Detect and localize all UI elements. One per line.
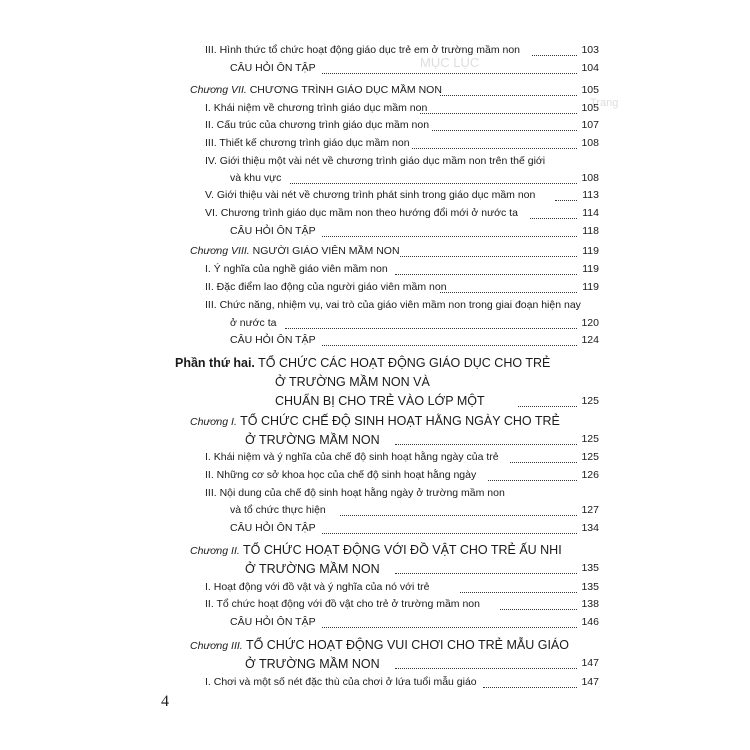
chapter-heading-line: Ở TRƯỜNG MẦM NON (245, 657, 380, 671)
page-ref: 138 (581, 598, 599, 610)
page-number: 4 (161, 693, 169, 710)
toc-entry: I. Ý nghĩa của nghề giáo viên mầm non (205, 263, 388, 275)
page-ref: 104 (581, 62, 599, 74)
toc-entry: III. Nội dung của chế độ sinh hoạt hằng ngày ở trường mầm non (205, 487, 505, 499)
toc-entry: I. Chơi và một số nét đặc thù của chơi ở lứa tuổi mẫu giáo (205, 676, 477, 688)
chapter-label: Chương VII. (190, 84, 247, 96)
leader-dots (440, 95, 577, 96)
leader-dots (432, 130, 577, 131)
page-ref: 125 (581, 451, 599, 463)
page-ref: 127 (581, 504, 599, 516)
chapter-label: Chương VIII. (190, 245, 250, 257)
toc-entry: CÂU HỎI ÔN TẬP (230, 62, 316, 74)
leader-dots (285, 328, 577, 329)
toc-entry: I. Khái niệm về chương trình giáo dục mầm non (205, 102, 428, 114)
part-label: Phần thứ hai. (175, 356, 255, 370)
page-ref: 124 (581, 334, 599, 346)
leader-dots (322, 345, 577, 346)
part-title: TỔ CHỨC CÁC HOẠT ĐỘNG GIÁO DỤC CHO TRẺ (258, 356, 551, 370)
chapter-title: TỔ CHỨC HOẠT ĐỘNG VUI CHƠI CHO TRẺ MẪU GIÁO (245, 638, 569, 652)
toc-entry: và tổ chức thực hiện (230, 504, 326, 516)
toc-entry: CÂU HỎI ÔN TẬP (230, 225, 316, 237)
page-ref: 113 (582, 189, 599, 201)
page-ref: 105 (581, 102, 599, 114)
page-ref: 108 (581, 137, 599, 149)
leader-dots (395, 444, 577, 445)
page-ref: 125 (581, 395, 599, 407)
chapter-heading (190, 637, 569, 654)
chapter-heading (190, 413, 560, 430)
leader-dots (460, 592, 577, 593)
toc-entry: CÂU HỎI ÔN TẬP (230, 616, 316, 628)
page-ref: 103 (581, 44, 599, 56)
toc-entry: và khu vực (230, 172, 282, 184)
chapter-heading (190, 244, 400, 258)
leader-dots (322, 73, 577, 74)
page-ref: 126 (581, 469, 599, 481)
page-ref: 120 (581, 317, 599, 329)
toc-entry: III. Chức năng, nhiệm vụ, vai trò của giáo viên mầm non trong giai đoạn hiện nay (205, 299, 581, 311)
part-heading-line: Ở TRƯỜNG MẦM NON VÀ (275, 375, 430, 389)
page-ref: 125 (581, 433, 599, 445)
page-ref: 146 (581, 616, 599, 628)
chapter-title: CHƯƠNG TRÌNH GIÁO DỤC MẦM NON (249, 84, 442, 96)
page-ref: 135 (581, 562, 599, 574)
toc-entry: I. Khái niệm và ý nghĩa của chế độ sinh hoạt hằng ngày của trẻ (205, 451, 499, 463)
chapter-label: Chương III. (190, 640, 243, 652)
leader-dots (322, 627, 577, 628)
toc-entry: V. Giới thiệu vài nét về chương trình phát sinh trong giáo dục mầm non (205, 189, 536, 201)
chapter-heading-line: Ở TRƯỜNG MẦM NON (245, 562, 380, 576)
page-ref: 147 (581, 676, 599, 688)
leader-dots (412, 148, 577, 149)
leader-dots (290, 183, 577, 184)
leader-dots (483, 687, 577, 688)
toc-entry: II. Cấu trúc của chương trình giáo dục mầm non (205, 119, 430, 131)
part-heading (175, 355, 550, 371)
page-ref: 119 (582, 281, 599, 293)
page-ref: 108 (581, 172, 599, 184)
toc-entry: II. Tổ chức hoạt động với đồ vật cho trẻ ở trường mầm non (205, 598, 480, 610)
page-ref: 105 (581, 84, 599, 96)
toc-entry: III. Hình thức tổ chức hoạt động giáo dục trẻ em ở trường mầm non (205, 44, 521, 56)
page-ref: 119 (582, 263, 599, 275)
bleed-through-heading: MỤC LỤC (420, 55, 480, 70)
leader-dots (400, 256, 577, 257)
toc-entry: IV. Giới thiệu một vài nét về chương trình giáo dục mầm non trên thế giới (205, 155, 546, 167)
page-ref: 135 (581, 581, 599, 593)
leader-dots (420, 113, 577, 114)
chapter-heading (190, 542, 562, 559)
leader-dots (340, 515, 577, 516)
chapter-title: TỔ CHỨC HOẠT ĐỘNG VỚI ĐỒ VẬT CHO TRẺ ẤU NHI (243, 543, 562, 557)
part-heading-line: CHUẨN BỊ CHO TRẺ VÀO LỚP MỘT (275, 394, 485, 408)
leader-dots (440, 292, 577, 293)
leader-dots (500, 609, 577, 610)
toc-entry: III. Thiết kế chương trình giáo dục mầm non (205, 137, 410, 149)
chapter-heading-line: Ở TRƯỜNG MẦM NON (245, 433, 380, 447)
page-ref: 114 (582, 207, 599, 219)
toc-entry: VI. Chương trình giáo dục mầm non theo hướng đổi mới ở nước ta (205, 207, 518, 219)
leader-dots (510, 462, 577, 463)
chapter-title: TỔ CHỨC CHẾ ĐỘ SINH HOẠT HẰNG NGÀY CHO TRẺ (240, 414, 560, 428)
page-ref: 118 (582, 225, 599, 237)
chapter-label: Chương I. (190, 416, 237, 428)
toc-entry: CÂU HỎI ÔN TẬP (230, 522, 316, 534)
chapter-title: NGƯỜI GIÁO VIÊN MẦM NON (252, 245, 400, 257)
toc-entry: II. Những cơ sở khoa học của chế độ sinh hoạt hằng ngày (205, 469, 477, 481)
leader-dots (322, 236, 577, 237)
bleed-through-label: Trang (590, 97, 619, 109)
page-ref: 107 (581, 119, 599, 131)
leader-dots (395, 668, 577, 669)
toc-entry: II. Đặc điểm lao động của người giáo viên mầm non (205, 281, 447, 293)
toc-entry: CÂU HỎI ÔN TẬP (230, 334, 316, 346)
chapter-label: Chương II. (190, 545, 240, 557)
page-ref: 147 (581, 657, 599, 669)
toc-entry: I. Hoạt động với đồ vật và ý nghĩa của nó với trẻ (205, 581, 430, 593)
leader-dots (322, 533, 577, 534)
chapter-heading (190, 83, 442, 97)
toc-entry: ở nước ta (230, 317, 277, 329)
leader-dots (395, 573, 577, 574)
leader-dots (488, 480, 577, 481)
page-ref: 119 (582, 245, 599, 257)
leader-dots (395, 274, 577, 275)
page-ref: 134 (581, 522, 599, 534)
